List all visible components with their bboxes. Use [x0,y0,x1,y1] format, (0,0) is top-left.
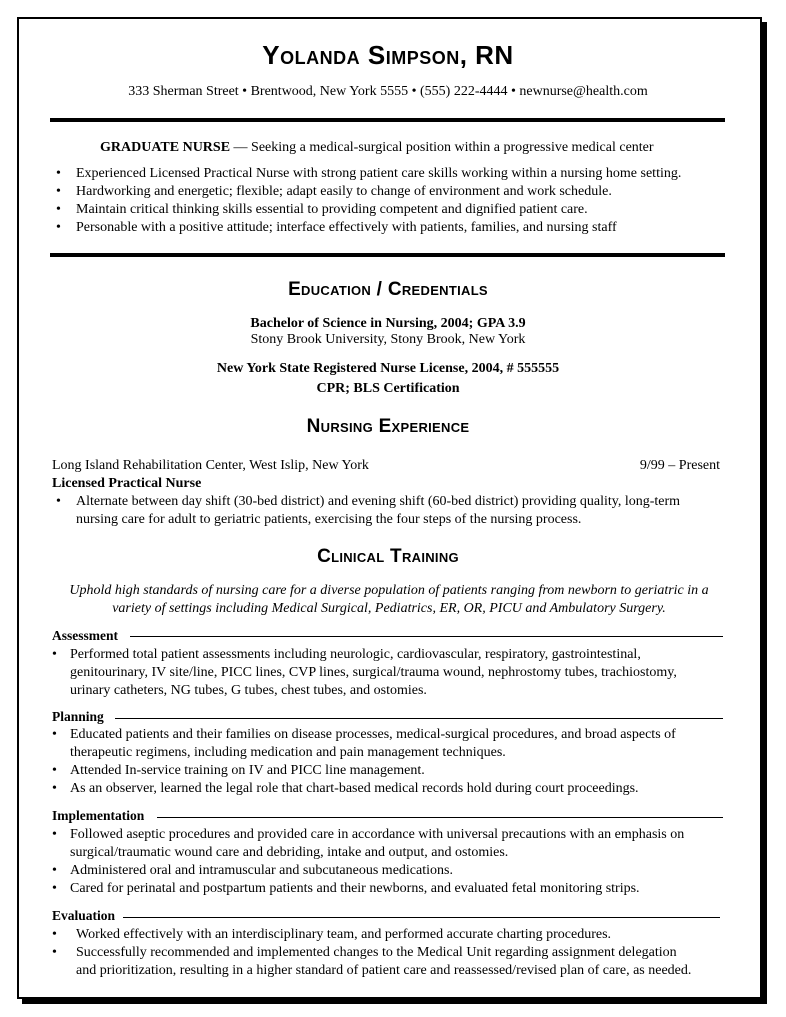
school: Stony Brook University, Stony Brook, New York [250,332,526,347]
evaluation-rule [123,917,720,918]
implementation-heading: Implementation [52,808,145,823]
objective-title: GRADUATE NURSE [100,140,231,155]
list-item: • As an observer, learned the legal role that chart-based medical records hold during court proceedings. [52,781,639,796]
implementation-rule [157,817,723,818]
list-item: • Educated patients and their families on disease processes, medical-surgical procedures, and broad aspects of therapeutic regimens, including medication and pain management techniques. [52,727,676,760]
certification: CPR; BLS Certification [316,381,460,396]
employer: Long Island Rehabilitation Center, West Islip, New York [52,458,369,473]
evaluation-heading: Evaluation [52,908,116,923]
assessment-rule [130,636,723,637]
experience-title: Nursing Experience [306,416,470,437]
planning-heading: Planning [52,709,104,724]
license: New York State Registered Nurse License, 2004, # 555555 [216,361,560,376]
list-item: • Successfully recommended and implemented changes to the Medical Unit regarding assignment delegation and prioritization, resulting in a higher standard of patient care and reassessed/revised plan of care, as needed. [52,945,692,978]
degree: Bachelor of Science in Nursing, 2004; GPA 3.9 [250,316,526,331]
list-item: • Personable with a positive attitude; interface effectively with patients, families, and nursing staff [56,220,617,235]
employment-dates: 9/99 – Present [639,458,720,473]
objective-bullets [56,165,736,237]
planning-rule [115,718,723,719]
list-item: • Administered oral and intramuscular and subcutaneous medications. [52,863,453,878]
list-item: • Worked effectively with an interdisciplinary team, and performed accurate charting procedures. [52,927,612,942]
list-item: • Alternate between day shift (30-bed district) and evening shift (60-bed district) providing quality, long-term nursing care for adult to geriatric patients, exercising the four steps of the nursing process. [56,494,681,527]
assessment-heading: Assessment [52,628,118,643]
objective-divider [50,253,725,257]
list-item: • Followed aseptic procedures and provided care in accordance with universal precautions with an emphasis on surgical/traumatic wound care and debriding, intake and output, and ostomies. [52,827,685,860]
clinical-title: Clinical Training [317,546,459,567]
contact-line: 333 Sherman Street • Brentwood, New York 5555 • (555) 222-4444 • newnurse@health.com [128,84,648,99]
education-title: Education / Credentials [288,279,488,300]
candidate-name: Yolanda Simpson, RN [262,40,514,70]
header-divider [50,118,725,122]
list-item: • Performed total patient assessments including neurologic, cardiovascular, respiratory, gastrointestinal, genitourinary, IV site/line, PICC lines, CVP lines, surgical/trauma wound, nephrostomy tubes, trachiostomy, urinary catheters, NG tubes, G tubes, chest tubes, and ostomies. [52,647,677,698]
job-role: Licensed Practical Nurse [52,476,202,491]
objective-line [100,140,654,156]
list-item: • Maintain critical thinking skills essential to providing competent and dignified patient care. [56,202,588,217]
list-item: • Experienced Licensed Practical Nurse with strong patient care skills working within a nursing home setting. [56,166,682,181]
objective-text: — Seeking a medical-surgical position within a progressive medical center [230,140,654,155]
clinical-intro: Uphold high standards of nursing care for a diverse population of patients ranging from newborn to geriatric in a variety of settings including Medical Surgical, Pediatrics, ER, OR, PICU and Ambulatory Surgery. [69,583,709,616]
list-item: • Hardworking and energetic; flexible; adapt easily to change of environment and work schedule. [56,184,612,199]
list-item: • Attended In-service training on IV and PICC line management. [52,763,425,778]
list-item: • Cared for perinatal and postpartum patients and their newborns, and evaluated fetal monitoring strips. [52,881,640,896]
